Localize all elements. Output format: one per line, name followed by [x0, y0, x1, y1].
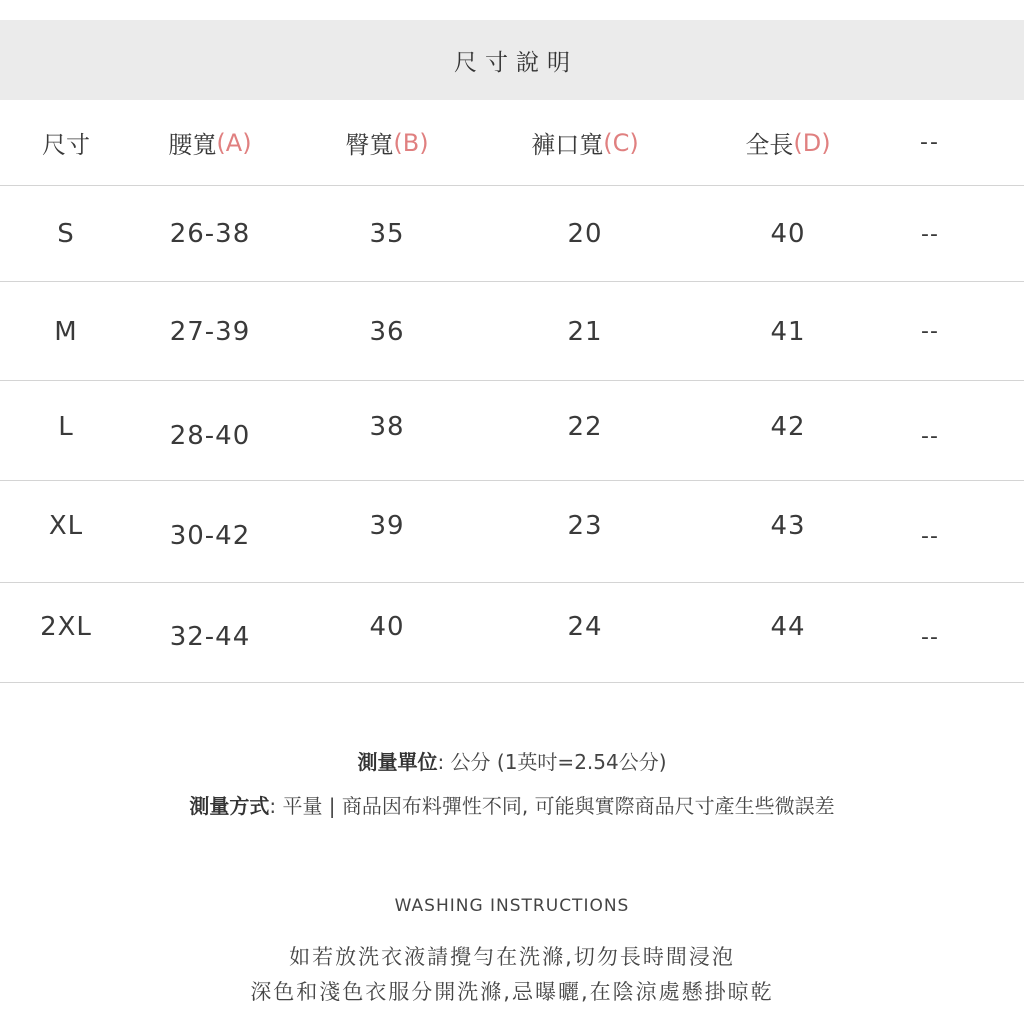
cell-hip: 36 — [369, 316, 405, 347]
header-waist-code: (A) — [216, 128, 252, 157]
cell-extra: -- — [921, 523, 939, 549]
cell-size: M — [54, 316, 78, 347]
cell-hip: 35 — [369, 219, 405, 249]
header-size: 尺寸 — [42, 131, 90, 159]
cell-hip: 39 — [369, 511, 405, 541]
cell-extra: -- — [921, 319, 939, 344]
cell-length: 40 — [770, 219, 806, 249]
measurement-unit-note — [0, 746, 1024, 775]
header-hip — [345, 100, 428, 185]
cell-waist: 28-40 — [169, 421, 251, 451]
title-bar — [0, 20, 1024, 100]
cell-extra: -- — [921, 221, 939, 247]
cell-hem: 24 — [567, 612, 603, 642]
header-hip-code: (B) — [393, 128, 429, 157]
header-waist — [168, 100, 251, 185]
unit-value: : 公分 (1英吋=2.54公分) — [437, 750, 667, 774]
header-hem — [531, 100, 638, 185]
table-row — [0, 283, 1024, 381]
cell-extra: -- — [921, 423, 939, 449]
cell-hip: 40 — [369, 612, 405, 642]
washing-line-2: 深色和淺色衣服分開洗滌,忌曝曬,在陰涼處懸掛晾乾 — [250, 980, 774, 1004]
cell-hem: 22 — [567, 412, 603, 442]
cell-size: L — [58, 412, 74, 442]
header-length — [745, 100, 830, 185]
table-row — [0, 584, 1024, 683]
cell-waist: 32-44 — [169, 622, 251, 652]
cell-hem: 20 — [567, 219, 603, 249]
method-value: : 平量 | 商品因布料彈性不同, 可能與實際商品尺寸產生些微誤差 — [269, 794, 835, 818]
header-hem-code: (C) — [603, 128, 639, 157]
washing-line-1: 如若放洗衣液請攪勻在洗滌,切勿長時間浸泡 — [289, 945, 735, 969]
cell-hip: 38 — [369, 412, 405, 442]
cell-size: S — [57, 219, 75, 249]
header-hip-label: 臀寬 — [345, 131, 394, 159]
page-title: 尺寸說明 — [454, 49, 578, 76]
cell-waist: 30-42 — [169, 521, 251, 551]
table-row — [0, 382, 1024, 481]
washing-title: WASHING INSTRUCTIONS — [394, 896, 630, 916]
table-header — [0, 100, 1024, 186]
unit-label: 測量單位 — [357, 750, 438, 774]
method-label: 測量方式 — [189, 794, 270, 818]
header-waist-label: 腰寬 — [168, 131, 217, 159]
cell-size: XL — [48, 511, 84, 541]
cell-waist: 26-38 — [169, 219, 251, 249]
cell-length: 41 — [770, 316, 806, 347]
cell-extra: -- — [921, 624, 939, 650]
cell-waist: 27-39 — [169, 316, 251, 347]
cell-length: 42 — [770, 412, 806, 442]
cell-hem: 23 — [567, 511, 603, 541]
header-extra: -- — [920, 130, 940, 155]
header-length-label: 全長 — [745, 131, 794, 159]
cell-length: 43 — [770, 511, 806, 541]
header-length-code: (D) — [793, 128, 831, 157]
table-row — [0, 482, 1024, 583]
header-hem-label: 褲口寬 — [531, 131, 604, 159]
measurement-method-note — [0, 790, 1024, 819]
cell-length: 44 — [770, 612, 806, 642]
table-row — [0, 187, 1024, 282]
cell-size: 2XL — [40, 612, 92, 642]
cell-hem: 21 — [567, 316, 603, 347]
